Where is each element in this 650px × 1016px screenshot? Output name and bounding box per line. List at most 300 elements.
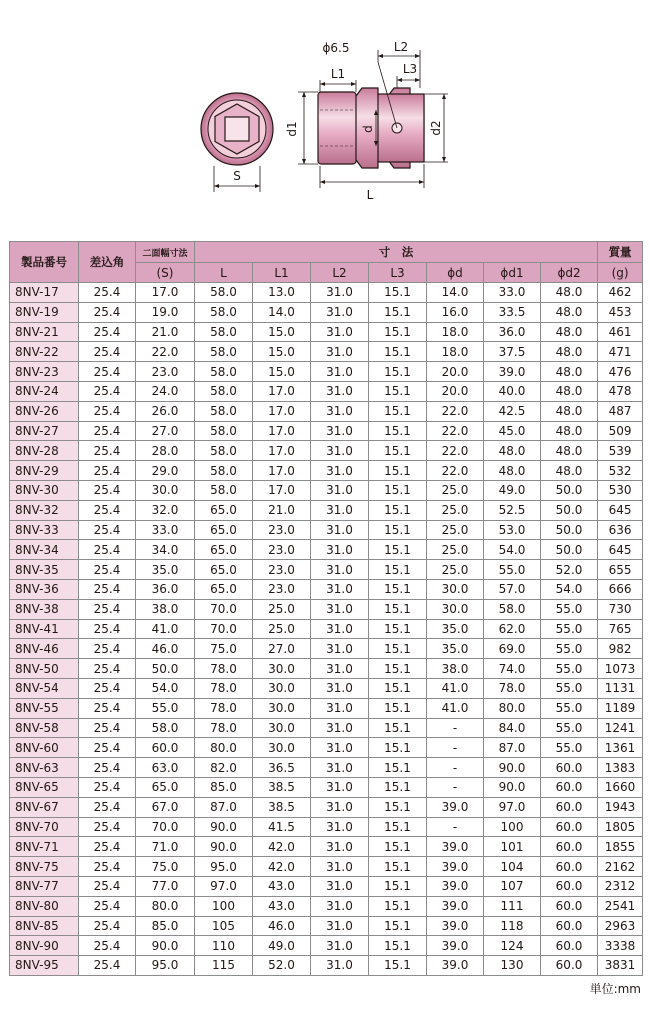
cell-l3: 15.1 (369, 381, 427, 401)
header-l1: L1 (253, 263, 311, 283)
cell-l1: 38.5 (253, 797, 311, 817)
cell-phi-d: - (427, 758, 484, 778)
cell-l2: 31.0 (311, 599, 369, 619)
cell-l2: 31.0 (311, 381, 369, 401)
cell-phi-d: 22.0 (427, 461, 484, 481)
cell-l2: 31.0 (311, 718, 369, 738)
cell-phi-d1: 130 (484, 956, 541, 976)
cell-part-no: 8NV-19 (10, 302, 79, 322)
cell-l3: 15.1 (369, 480, 427, 500)
cell-width-across: 46.0 (136, 639, 195, 659)
cell-l: 87.0 (195, 797, 253, 817)
spec-table (9, 241, 643, 976)
cell-width-across: 54.0 (136, 678, 195, 698)
cell-part-no: 8NV-36 (10, 579, 79, 599)
cell-part-no: 8NV-38 (10, 599, 79, 619)
cell-l: 58.0 (195, 421, 253, 441)
cell-phi-d: 39.0 (427, 857, 484, 877)
cell-width-across: 34.0 (136, 540, 195, 560)
header-l: L (195, 263, 253, 283)
cell-l1: 43.0 (253, 876, 311, 896)
cell-square-drive: 25.4 (79, 560, 136, 580)
cell-phi-d1: 90.0 (484, 758, 541, 778)
cell-l2: 31.0 (311, 738, 369, 758)
header-phi-d2: ϕd2 (541, 263, 598, 283)
cell-phi-d2: 60.0 (541, 857, 598, 877)
cell-phi-d2: 52.0 (541, 560, 598, 580)
cell-l: 82.0 (195, 758, 253, 778)
cell-weight: 1855 (598, 837, 643, 857)
cell-l: 65.0 (195, 560, 253, 580)
cell-part-no: 8NV-55 (10, 698, 79, 718)
cell-width-across: 60.0 (136, 738, 195, 758)
cell-l3: 15.1 (369, 857, 427, 877)
cell-width-across: 21.0 (136, 322, 195, 342)
cell-part-no: 8NV-26 (10, 401, 79, 421)
cell-weight: 509 (598, 421, 643, 441)
table-row (10, 837, 643, 857)
cell-square-drive: 25.4 (79, 362, 136, 382)
table-row (10, 777, 643, 797)
cell-part-no: 8NV-24 (10, 381, 79, 401)
cell-phi-d1: 97.0 (484, 797, 541, 817)
cell-l1: 30.0 (253, 698, 311, 718)
cell-phi-d: 39.0 (427, 936, 484, 956)
cell-phi-d1: 90.0 (484, 777, 541, 797)
cell-phi-d2: 48.0 (541, 283, 598, 303)
cell-l3: 15.1 (369, 738, 427, 758)
cell-phi-d: 39.0 (427, 916, 484, 936)
cell-phi-d2: 55.0 (541, 698, 598, 718)
cell-l: 110 (195, 936, 253, 956)
cell-phi-d2: 54.0 (541, 579, 598, 599)
cell-l: 90.0 (195, 817, 253, 837)
cell-phi-d: 14.0 (427, 283, 484, 303)
cell-l2: 31.0 (311, 283, 369, 303)
cell-phi-d: 39.0 (427, 956, 484, 976)
cell-phi-d2: 60.0 (541, 876, 598, 896)
cell-phi-d2: 50.0 (541, 480, 598, 500)
cell-l3: 15.1 (369, 797, 427, 817)
table-row (10, 441, 643, 461)
cell-l2: 31.0 (311, 817, 369, 837)
cell-l1: 46.0 (253, 916, 311, 936)
cell-phi-d: 22.0 (427, 421, 484, 441)
cell-width-across: 63.0 (136, 758, 195, 778)
cell-l: 58.0 (195, 342, 253, 362)
header-phi-d: ϕd (427, 263, 484, 283)
header-dimensions: 寸 法 (195, 242, 598, 263)
cell-part-no: 8NV-46 (10, 639, 79, 659)
cell-square-drive: 25.4 (79, 619, 136, 639)
label-l1: L1 (330, 67, 346, 81)
cell-l2: 31.0 (311, 936, 369, 956)
cell-weight: 471 (598, 342, 643, 362)
cell-part-no: 8NV-29 (10, 461, 79, 481)
cell-l3: 15.1 (369, 401, 427, 421)
cell-l3: 15.1 (369, 579, 427, 599)
cell-phi-d2: 48.0 (541, 441, 598, 461)
table-row (10, 381, 643, 401)
cell-l3: 15.1 (369, 678, 427, 698)
cell-l3: 15.1 (369, 619, 427, 639)
cell-phi-d: 25.0 (427, 520, 484, 540)
cell-l2: 31.0 (311, 956, 369, 976)
cell-l: 70.0 (195, 619, 253, 639)
cell-phi-d2: 48.0 (541, 302, 598, 322)
cell-part-no: 8NV-71 (10, 837, 79, 857)
cell-l2: 31.0 (311, 480, 369, 500)
cell-l3: 15.1 (369, 461, 427, 481)
cell-phi-d1: 48.0 (484, 441, 541, 461)
cell-square-drive: 25.4 (79, 837, 136, 857)
cell-weight: 1131 (598, 678, 643, 698)
cell-l1: 25.0 (253, 599, 311, 619)
cell-square-drive: 25.4 (79, 678, 136, 698)
cell-l1: 23.0 (253, 560, 311, 580)
cell-phi-d2: 60.0 (541, 916, 598, 936)
cell-width-across: 33.0 (136, 520, 195, 540)
cell-phi-d2: 60.0 (541, 896, 598, 916)
cell-l2: 31.0 (311, 500, 369, 520)
header-part-no: 製品番号 (10, 242, 79, 283)
cell-phi-d1: 53.0 (484, 520, 541, 540)
header-weight-sub: (g) (598, 263, 643, 283)
cell-part-no: 8NV-63 (10, 758, 79, 778)
cell-phi-d: 20.0 (427, 362, 484, 382)
cell-phi-d1: 33.0 (484, 283, 541, 303)
cell-phi-d2: 55.0 (541, 718, 598, 738)
cell-phi-d1: 49.0 (484, 480, 541, 500)
header-l2: L2 (311, 263, 369, 283)
cell-l2: 31.0 (311, 322, 369, 342)
header-width-across: 二面幅寸法 (136, 242, 195, 263)
cell-part-no: 8NV-22 (10, 342, 79, 362)
label-d2: d2 (429, 120, 443, 136)
cell-width-across: 23.0 (136, 362, 195, 382)
cell-l1: 43.0 (253, 896, 311, 916)
cell-phi-d2: 55.0 (541, 659, 598, 679)
cell-l1: 36.5 (253, 758, 311, 778)
side-view (285, 40, 448, 202)
table-row (10, 936, 643, 956)
cell-phi-d2: 48.0 (541, 421, 598, 441)
cell-phi-d: 39.0 (427, 837, 484, 857)
cell-l1: 14.0 (253, 302, 311, 322)
cell-l3: 15.1 (369, 758, 427, 778)
cell-part-no: 8NV-60 (10, 738, 79, 758)
cell-phi-d2: 60.0 (541, 817, 598, 837)
cell-phi-d1: 54.0 (484, 540, 541, 560)
cell-l: 58.0 (195, 302, 253, 322)
cell-l3: 15.1 (369, 500, 427, 520)
table-row (10, 857, 643, 877)
cell-l1: 15.0 (253, 342, 311, 362)
cell-l1: 30.0 (253, 659, 311, 679)
cell-phi-d: 30.0 (427, 599, 484, 619)
cell-phi-d1: 87.0 (484, 738, 541, 758)
cell-l3: 15.1 (369, 283, 427, 303)
cell-phi-d2: 55.0 (541, 599, 598, 619)
cell-l: 105 (195, 916, 253, 936)
table-row (10, 461, 643, 481)
table-row (10, 896, 643, 916)
table-row (10, 876, 643, 896)
cell-l3: 15.1 (369, 540, 427, 560)
cell-square-drive: 25.4 (79, 639, 136, 659)
cell-phi-d2: 60.0 (541, 797, 598, 817)
label-phi-pin: ϕ6.5 (322, 41, 350, 55)
cell-l2: 31.0 (311, 362, 369, 382)
cell-width-across: 19.0 (136, 302, 195, 322)
cell-l2: 31.0 (311, 758, 369, 778)
cell-l3: 15.1 (369, 698, 427, 718)
cell-width-across: 70.0 (136, 817, 195, 837)
cell-weight: 478 (598, 381, 643, 401)
cell-l2: 31.0 (311, 857, 369, 877)
table-row (10, 817, 643, 837)
cell-phi-d: 18.0 (427, 322, 484, 342)
cell-l2: 31.0 (311, 540, 369, 560)
cell-phi-d: 35.0 (427, 639, 484, 659)
cell-phi-d1: 33.5 (484, 302, 541, 322)
cell-width-across: 90.0 (136, 936, 195, 956)
cell-phi-d1: 69.0 (484, 639, 541, 659)
cell-weight: 2312 (598, 876, 643, 896)
cell-weight: 1943 (598, 797, 643, 817)
cell-l: 70.0 (195, 599, 253, 619)
table-row (10, 698, 643, 718)
cell-phi-d1: 40.0 (484, 381, 541, 401)
cell-l3: 15.1 (369, 837, 427, 857)
cell-phi-d: 22.0 (427, 401, 484, 421)
cell-l: 78.0 (195, 718, 253, 738)
cell-phi-d: 41.0 (427, 698, 484, 718)
cell-phi-d1: 58.0 (484, 599, 541, 619)
cell-l3: 15.1 (369, 421, 427, 441)
cell-phi-d1: 39.0 (484, 362, 541, 382)
cell-l2: 31.0 (311, 896, 369, 916)
cell-square-drive: 25.4 (79, 758, 136, 778)
cell-phi-d2: 48.0 (541, 401, 598, 421)
cell-square-drive: 25.4 (79, 421, 136, 441)
cell-l3: 15.1 (369, 817, 427, 837)
cell-part-no: 8NV-80 (10, 896, 79, 916)
cell-phi-d: - (427, 738, 484, 758)
cell-phi-d1: 42.5 (484, 401, 541, 421)
cell-l1: 38.5 (253, 777, 311, 797)
cell-part-no: 8NV-32 (10, 500, 79, 520)
cell-l: 58.0 (195, 322, 253, 342)
cell-l2: 31.0 (311, 797, 369, 817)
cell-weight: 645 (598, 540, 643, 560)
cell-weight: 666 (598, 579, 643, 599)
cell-weight: 2541 (598, 896, 643, 916)
cell-square-drive: 25.4 (79, 599, 136, 619)
cell-square-drive: 25.4 (79, 738, 136, 758)
cell-phi-d2: 60.0 (541, 936, 598, 956)
cell-square-drive: 25.4 (79, 916, 136, 936)
cell-phi-d2: 55.0 (541, 678, 598, 698)
table-row (10, 738, 643, 758)
cell-phi-d: 20.0 (427, 381, 484, 401)
cell-l2: 31.0 (311, 639, 369, 659)
cell-l2: 31.0 (311, 560, 369, 580)
cell-l1: 23.0 (253, 540, 311, 560)
label-d: d (361, 125, 375, 133)
cell-l: 58.0 (195, 441, 253, 461)
cell-part-no: 8NV-85 (10, 916, 79, 936)
cell-phi-d2: 55.0 (541, 639, 598, 659)
cell-l2: 31.0 (311, 401, 369, 421)
cell-part-no: 8NV-77 (10, 876, 79, 896)
cell-square-drive: 25.4 (79, 659, 136, 679)
cell-phi-d1: 52.5 (484, 500, 541, 520)
cell-part-no: 8NV-90 (10, 936, 79, 956)
cell-l2: 31.0 (311, 579, 369, 599)
cell-l1: 30.0 (253, 738, 311, 758)
cell-l3: 15.1 (369, 777, 427, 797)
cell-width-across: 95.0 (136, 956, 195, 976)
cell-weight: 539 (598, 441, 643, 461)
cell-part-no: 8NV-58 (10, 718, 79, 738)
cell-part-no: 8NV-75 (10, 857, 79, 877)
cell-l2: 31.0 (311, 837, 369, 857)
cell-l1: 30.0 (253, 718, 311, 738)
cell-phi-d: 41.0 (427, 678, 484, 698)
cell-square-drive: 25.4 (79, 441, 136, 461)
cell-weight: 2162 (598, 857, 643, 877)
cell-square-drive: 25.4 (79, 302, 136, 322)
cell-l: 78.0 (195, 659, 253, 679)
cell-phi-d1: 118 (484, 916, 541, 936)
cell-l1: 15.0 (253, 362, 311, 382)
table-row (10, 619, 643, 639)
cell-l: 58.0 (195, 381, 253, 401)
cell-phi-d1: 78.0 (484, 678, 541, 698)
cell-phi-d1: 62.0 (484, 619, 541, 639)
cell-part-no: 8NV-67 (10, 797, 79, 817)
cell-l3: 15.1 (369, 560, 427, 580)
cell-phi-d1: 124 (484, 936, 541, 956)
cell-l2: 31.0 (311, 698, 369, 718)
cell-phi-d: 38.0 (427, 659, 484, 679)
cell-l3: 15.1 (369, 342, 427, 362)
cell-l3: 15.1 (369, 322, 427, 342)
cell-l2: 31.0 (311, 916, 369, 936)
cell-l3: 15.1 (369, 302, 427, 322)
cell-phi-d1: 80.0 (484, 698, 541, 718)
cell-l: 65.0 (195, 579, 253, 599)
cell-part-no: 8NV-17 (10, 283, 79, 303)
cell-weight: 1805 (598, 817, 643, 837)
table-row (10, 362, 643, 382)
cell-weight: 3338 (598, 936, 643, 956)
cell-l1: 17.0 (253, 401, 311, 421)
cell-phi-d: 18.0 (427, 342, 484, 362)
cell-weight: 1073 (598, 659, 643, 679)
table-row (10, 659, 643, 679)
cell-l1: 30.0 (253, 678, 311, 698)
cell-phi-d1: 48.0 (484, 461, 541, 481)
cell-width-across: 35.0 (136, 560, 195, 580)
header-weight: 質量 (598, 242, 643, 263)
cell-l: 80.0 (195, 738, 253, 758)
cell-phi-d2: 60.0 (541, 837, 598, 857)
cell-phi-d2: 48.0 (541, 342, 598, 362)
table-row (10, 500, 643, 520)
cell-l3: 15.1 (369, 718, 427, 738)
cell-phi-d: 30.0 (427, 579, 484, 599)
cell-l1: 23.0 (253, 579, 311, 599)
cell-square-drive: 25.4 (79, 381, 136, 401)
table-row (10, 758, 643, 778)
cell-l: 90.0 (195, 837, 253, 857)
cell-phi-d: 22.0 (427, 441, 484, 461)
cell-l3: 15.1 (369, 916, 427, 936)
cell-square-drive: 25.4 (79, 540, 136, 560)
cell-weight: 487 (598, 401, 643, 421)
cell-l1: 17.0 (253, 480, 311, 500)
cell-l: 97.0 (195, 876, 253, 896)
cell-l: 58.0 (195, 401, 253, 421)
cell-square-drive: 25.4 (79, 777, 136, 797)
cell-l1: 17.0 (253, 381, 311, 401)
cell-width-across: 32.0 (136, 500, 195, 520)
cell-square-drive: 25.4 (79, 480, 136, 500)
cell-phi-d1: 74.0 (484, 659, 541, 679)
cell-l1: 25.0 (253, 619, 311, 639)
cell-l1: 41.5 (253, 817, 311, 837)
cell-phi-d1: 45.0 (484, 421, 541, 441)
header-square-drive: 差込角 (79, 242, 136, 283)
cell-phi-d2: 50.0 (541, 500, 598, 520)
cell-square-drive: 25.4 (79, 718, 136, 738)
cell-weight: 982 (598, 639, 643, 659)
cell-weight: 530 (598, 480, 643, 500)
cell-l: 115 (195, 956, 253, 976)
label-l3: L3 (402, 62, 418, 76)
cell-l1: 21.0 (253, 500, 311, 520)
cell-width-across: 71.0 (136, 837, 195, 857)
cell-l3: 15.1 (369, 520, 427, 540)
cell-phi-d: 25.0 (427, 540, 484, 560)
cell-width-across: 58.0 (136, 718, 195, 738)
table-row (10, 421, 643, 441)
cell-phi-d2: 48.0 (541, 461, 598, 481)
socket-diagram (0, 0, 650, 240)
cell-phi-d2: 55.0 (541, 738, 598, 758)
cell-width-across: 29.0 (136, 461, 195, 481)
table-row (10, 322, 643, 342)
cell-phi-d1: 100 (484, 817, 541, 837)
cell-phi-d1: 111 (484, 896, 541, 916)
table-row (10, 916, 643, 936)
table-row (10, 797, 643, 817)
cell-l2: 31.0 (311, 342, 369, 362)
cell-phi-d2: 60.0 (541, 777, 598, 797)
cell-square-drive: 25.4 (79, 857, 136, 877)
cell-l1: 17.0 (253, 441, 311, 461)
cell-part-no: 8NV-65 (10, 777, 79, 797)
cell-l3: 15.1 (369, 659, 427, 679)
cell-l3: 15.1 (369, 441, 427, 461)
cell-square-drive: 25.4 (79, 322, 136, 342)
cell-square-drive: 25.4 (79, 283, 136, 303)
cell-l: 58.0 (195, 283, 253, 303)
cell-square-drive: 25.4 (79, 876, 136, 896)
cell-l: 78.0 (195, 698, 253, 718)
